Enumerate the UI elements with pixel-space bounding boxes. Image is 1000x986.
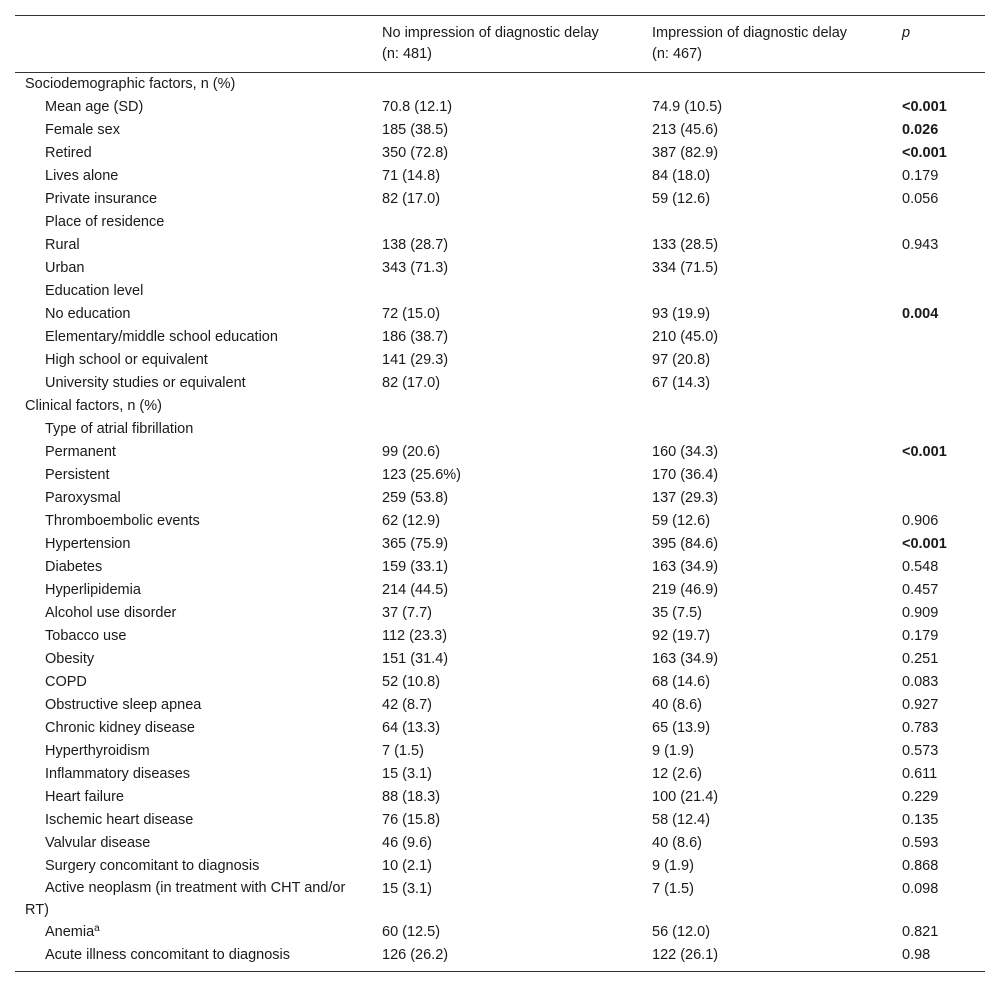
row-label — [15, 234, 372, 257]
table-row — [15, 809, 985, 832]
cell-p-value: <0.001 — [902, 536, 947, 552]
cell-delay: 9 (1.9) — [652, 858, 694, 874]
data-table — [15, 15, 985, 972]
cell-no-delay — [372, 418, 642, 441]
table-row — [15, 441, 985, 464]
cell-no-delay: 365 (75.9) — [382, 536, 449, 552]
cell-no-delay: 214 (44.5) — [382, 582, 449, 598]
row-label-text: Urban — [45, 260, 85, 276]
cell-no-delay: 52 (10.8) — [382, 674, 441, 690]
cell-delay: 395 (84.6) — [652, 536, 719, 552]
cell-delay: 163 (34.9) — [652, 651, 719, 667]
row-label — [15, 533, 372, 556]
cell-no-delay: 151 (31.4) — [382, 651, 449, 667]
cell-no-delay: 159 (33.1) — [382, 559, 449, 575]
cell-no-delay: 70.8 (12.1) — [382, 99, 453, 115]
row-label-text: Tobacco use — [45, 628, 127, 644]
row-label-text: Sociodemographic factors, n (%) — [25, 76, 236, 92]
cell-p-value — [892, 487, 985, 510]
cell-no-delay: 42 (8.7) — [382, 697, 432, 713]
row-label-text: COPD — [45, 674, 87, 690]
cell-no-delay: 62 (12.9) — [382, 513, 441, 529]
cell-no-delay: 76 (15.8) — [382, 812, 441, 828]
table-row — [15, 211, 985, 234]
cell-p-value: 0.026 — [902, 122, 939, 138]
table-row — [15, 648, 985, 671]
cell-delay: 160 (34.3) — [652, 444, 719, 460]
table-row — [15, 73, 985, 97]
cell-p-value: 0.927 — [902, 697, 939, 713]
row-label — [15, 303, 372, 326]
row-label — [15, 165, 372, 188]
cell-no-delay: 259 (53.8) — [382, 490, 449, 506]
table-row — [15, 119, 985, 142]
header-delay — [642, 16, 892, 73]
row-label-text: Persistent — [45, 467, 110, 483]
cell-delay: 68 (14.6) — [652, 674, 711, 690]
cell-no-delay: 10 (2.1) — [382, 858, 432, 874]
row-label-text: Inflammatory diseases — [45, 766, 191, 782]
table-row — [15, 556, 985, 579]
cell-no-delay: 37 (7.7) — [382, 605, 432, 621]
row-label-text: Elementary/middle school education — [45, 329, 278, 345]
row-label — [15, 96, 372, 119]
cell-p-value — [892, 73, 985, 97]
cell-no-delay: 126 (26.2) — [372, 944, 642, 972]
table-row — [15, 280, 985, 303]
cell-no-delay: 112 (23.3) — [382, 628, 448, 644]
cell-no-delay: 185 (38.5) — [382, 122, 449, 138]
cell-p-value: 0.004 — [902, 306, 939, 322]
header-no-delay-n: (n: 481) — [382, 46, 432, 62]
cell-p-value: <0.001 — [902, 145, 947, 161]
row-label-text: Hyperlipidemia — [45, 582, 141, 598]
row-label — [15, 878, 372, 921]
table-row — [15, 579, 985, 602]
row-label-text: Chronic kidney disease — [45, 720, 195, 736]
cell-delay — [642, 73, 892, 97]
table-row — [15, 372, 985, 395]
row-label-text: Hypertension — [45, 536, 131, 552]
row-label-text: Hyperthyroidism — [45, 743, 150, 759]
cell-no-delay: 186 (38.7) — [382, 329, 449, 345]
table-row — [15, 855, 985, 878]
cell-delay: 133 (28.5) — [652, 237, 719, 253]
cell-p-value: 0.179 — [902, 168, 939, 184]
row-label — [15, 556, 372, 579]
cell-no-delay: 141 (29.3) — [382, 352, 449, 368]
table-row — [15, 832, 985, 855]
row-label-text: Heart failure — [45, 789, 124, 805]
cell-delay: 170 (36.4) — [652, 467, 719, 483]
row-label — [15, 921, 372, 944]
row-label — [15, 717, 372, 740]
cell-delay: 84 (18.0) — [652, 168, 711, 184]
cell-delay: 67 (14.3) — [652, 375, 711, 391]
table-row — [15, 326, 985, 349]
cell-no-delay: 60 (12.5) — [382, 924, 441, 940]
cell-p-value — [892, 395, 985, 418]
header-label — [15, 16, 372, 73]
row-label-text: Clinical factors, n (%) — [25, 398, 162, 414]
row-label — [15, 280, 372, 303]
row-label — [15, 510, 372, 533]
row-label — [15, 625, 372, 648]
row-label — [15, 441, 372, 464]
cell-no-delay: 15 (3.1) — [382, 881, 432, 897]
row-label-text: Paroxysmal — [45, 490, 121, 506]
row-label-text: Thromboembolic events — [45, 513, 200, 529]
table-body — [15, 73, 985, 972]
row-label-text: Obesity — [45, 651, 95, 667]
cell-no-delay: 72 (15.0) — [382, 306, 441, 322]
header-no-delay-title: No impression of diagnostic delay — [382, 25, 599, 41]
row-label — [15, 326, 372, 349]
cell-delay — [642, 211, 892, 234]
row-label — [15, 694, 372, 717]
row-label-text: Rural — [45, 237, 80, 253]
row-label — [15, 809, 372, 832]
table-row — [15, 395, 985, 418]
cell-delay: 40 (8.6) — [652, 835, 702, 851]
cell-delay: 65 (13.9) — [652, 720, 711, 736]
row-label-text: Private insurance — [45, 191, 158, 207]
header-row — [15, 16, 985, 73]
row-label-text: Place of residence — [45, 214, 165, 230]
table-row — [15, 602, 985, 625]
cell-p-value: 0.593 — [902, 835, 939, 851]
cell-p-value — [892, 211, 985, 234]
row-label — [15, 579, 372, 602]
row-label — [15, 188, 372, 211]
row-label-text: Valvular disease — [45, 835, 151, 851]
cell-delay: 93 (19.9) — [652, 306, 711, 322]
cell-delay: 137 (29.3) — [652, 490, 719, 506]
cell-p-value: 0.083 — [902, 674, 939, 690]
cell-delay: 100 (21.4) — [652, 789, 719, 805]
row-label — [15, 119, 372, 142]
cell-p-value: 0.943 — [902, 237, 939, 253]
row-label-text: Type of atrial fibrillation — [45, 421, 194, 437]
row-label — [15, 855, 372, 878]
table-row — [15, 671, 985, 694]
table-row — [15, 625, 985, 648]
cell-delay: 92 (19.7) — [652, 628, 711, 644]
cell-no-delay: 88 (18.3) — [382, 789, 441, 805]
cell-delay: 40 (8.6) — [652, 697, 702, 713]
header-delay-title: Impression of diagnostic delay — [652, 25, 848, 41]
cell-delay: 35 (7.5) — [652, 605, 702, 621]
row-label-text: University studies or equivalent — [45, 375, 246, 391]
cell-p-value: 0.098 — [902, 881, 939, 897]
cell-delay: 56 (12.0) — [652, 924, 711, 940]
cell-delay: 58 (12.4) — [652, 812, 711, 828]
table-row — [15, 510, 985, 533]
table-row — [15, 921, 985, 944]
cell-p-value — [892, 464, 985, 487]
cell-p-value: 0.909 — [902, 605, 939, 621]
cell-delay: 387 (82.9) — [652, 145, 719, 161]
row-label — [15, 648, 372, 671]
table-row — [15, 717, 985, 740]
table-container — [15, 15, 985, 972]
cell-no-delay: 350 (72.8) — [382, 145, 449, 161]
row-label-text: Education level — [45, 283, 144, 299]
cell-no-delay: 64 (13.3) — [382, 720, 441, 736]
cell-no-delay — [372, 280, 642, 303]
row-label-text: Female sex — [45, 122, 120, 138]
cell-delay: 9 (1.9) — [652, 743, 694, 759]
cell-delay: 163 (34.9) — [652, 559, 719, 575]
cell-no-delay: 46 (9.6) — [382, 835, 432, 851]
cell-no-delay: 71 (14.8) — [382, 168, 441, 184]
row-label-text: No education — [45, 306, 131, 322]
row-label — [15, 464, 372, 487]
cell-delay: 122 (26.1) — [642, 944, 892, 972]
row-label-text: Anemia — [45, 924, 95, 940]
row-label-text: High school or equivalent — [45, 352, 208, 368]
row-label — [15, 786, 372, 809]
table-row — [15, 418, 985, 441]
row-label-text: Surgery concomitant to diagnosis — [45, 858, 260, 874]
cell-delay: 59 (12.6) — [652, 191, 711, 207]
cell-no-delay: 99 (20.6) — [382, 444, 441, 460]
cell-p-value — [892, 372, 985, 395]
cell-delay: 12 (2.6) — [652, 766, 702, 782]
table-row — [15, 763, 985, 786]
cell-no-delay: 82 (17.0) — [382, 191, 441, 207]
table-row — [15, 234, 985, 257]
cell-no-delay: 7 (1.5) — [382, 743, 424, 759]
cell-no-delay: 138 (28.7) — [382, 237, 449, 253]
cell-p-value — [892, 280, 985, 303]
cell-p-value: 0.573 — [902, 743, 939, 759]
row-label — [15, 763, 372, 786]
table-row — [15, 349, 985, 372]
cell-p-value — [892, 349, 985, 372]
table-row — [15, 464, 985, 487]
footnote-marker: a — [94, 923, 100, 934]
cell-delay: 7 (1.5) — [652, 881, 694, 897]
cell-p-value: 0.251 — [902, 651, 939, 667]
table-row — [15, 487, 985, 510]
row-label-text: Diabetes — [45, 559, 103, 575]
cell-p-value: 0.457 — [902, 582, 939, 598]
cell-no-delay — [372, 211, 642, 234]
cell-no-delay: 15 (3.1) — [382, 766, 432, 782]
row-label — [15, 395, 372, 418]
table-row — [15, 96, 985, 119]
cell-no-delay — [372, 395, 642, 418]
row-label — [15, 832, 372, 855]
cell-p-value: 0.611 — [902, 766, 938, 782]
cell-delay: 59 (12.6) — [652, 513, 711, 529]
cell-p-value — [892, 326, 985, 349]
table-row — [15, 165, 985, 188]
row-label-text: Alcohol use disorder — [45, 605, 177, 621]
row-label-text: Ischemic heart disease — [45, 812, 194, 828]
cell-no-delay: 123 (25.6%) — [382, 467, 461, 483]
header-delay-n: (n: 467) — [652, 46, 702, 62]
row-label — [15, 944, 372, 972]
row-label-text: Active neoplasm (in treatment with CHT and/or RT) — [25, 880, 346, 918]
cell-p-value — [892, 257, 985, 280]
row-label-text: Obstructive sleep apnea — [45, 697, 202, 713]
cell-p-value: 0.868 — [902, 858, 939, 874]
row-label — [15, 418, 372, 441]
row-label-text: Mean age (SD) — [45, 99, 144, 115]
cell-p-value — [892, 418, 985, 441]
cell-p-value: <0.001 — [902, 444, 947, 460]
table-row — [15, 188, 985, 211]
row-label — [15, 257, 372, 280]
row-label — [15, 142, 372, 165]
cell-delay: 74.9 (10.5) — [652, 99, 723, 115]
header-no-delay — [372, 16, 642, 73]
row-label — [15, 740, 372, 763]
cell-delay — [642, 418, 892, 441]
header-p-value: p — [892, 16, 985, 73]
cell-delay: 334 (71.5) — [652, 260, 719, 276]
row-label — [15, 671, 372, 694]
cell-delay: 97 (20.8) — [652, 352, 711, 368]
table-row — [15, 142, 985, 165]
row-label — [15, 73, 372, 97]
row-label-text: Lives alone — [45, 168, 119, 184]
cell-no-delay: 343 (71.3) — [382, 260, 449, 276]
cell-no-delay — [372, 73, 642, 97]
table-row — [15, 740, 985, 763]
row-label-text: Permanent — [45, 444, 116, 460]
table-row — [15, 257, 985, 280]
row-label-text: Retired — [45, 145, 92, 161]
cell-delay — [642, 395, 892, 418]
cell-delay: 219 (46.9) — [652, 582, 719, 598]
row-label — [15, 487, 372, 510]
row-label — [15, 349, 372, 372]
cell-delay: 210 (45.0) — [652, 329, 719, 345]
cell-delay — [642, 280, 892, 303]
row-label — [15, 602, 372, 625]
cell-no-delay: 82 (17.0) — [382, 375, 441, 391]
cell-p-value: 0.056 — [902, 191, 939, 207]
table-row — [15, 694, 985, 717]
table-row — [15, 786, 985, 809]
row-label-text: Acute illness concomitant to diagnosis — [45, 947, 291, 963]
table-row — [15, 878, 985, 921]
cell-p-value: 0.98 — [892, 944, 985, 972]
table-row — [15, 533, 985, 556]
table-header — [15, 16, 985, 73]
cell-p-value: 0.135 — [902, 812, 939, 828]
cell-p-value: 0.821 — [902, 924, 939, 940]
cell-p-value: 0.906 — [902, 513, 939, 529]
row-label — [15, 372, 372, 395]
table-row — [15, 303, 985, 326]
cell-p-value: 0.783 — [902, 720, 939, 736]
cell-p-value: <0.001 — [902, 99, 947, 115]
cell-p-value: 0.548 — [902, 559, 939, 575]
cell-p-value: 0.179 — [902, 628, 939, 644]
table-row — [15, 944, 985, 972]
cell-p-value: 0.229 — [902, 789, 939, 805]
cell-delay: 213 (45.6) — [652, 122, 719, 138]
row-label — [15, 211, 372, 234]
